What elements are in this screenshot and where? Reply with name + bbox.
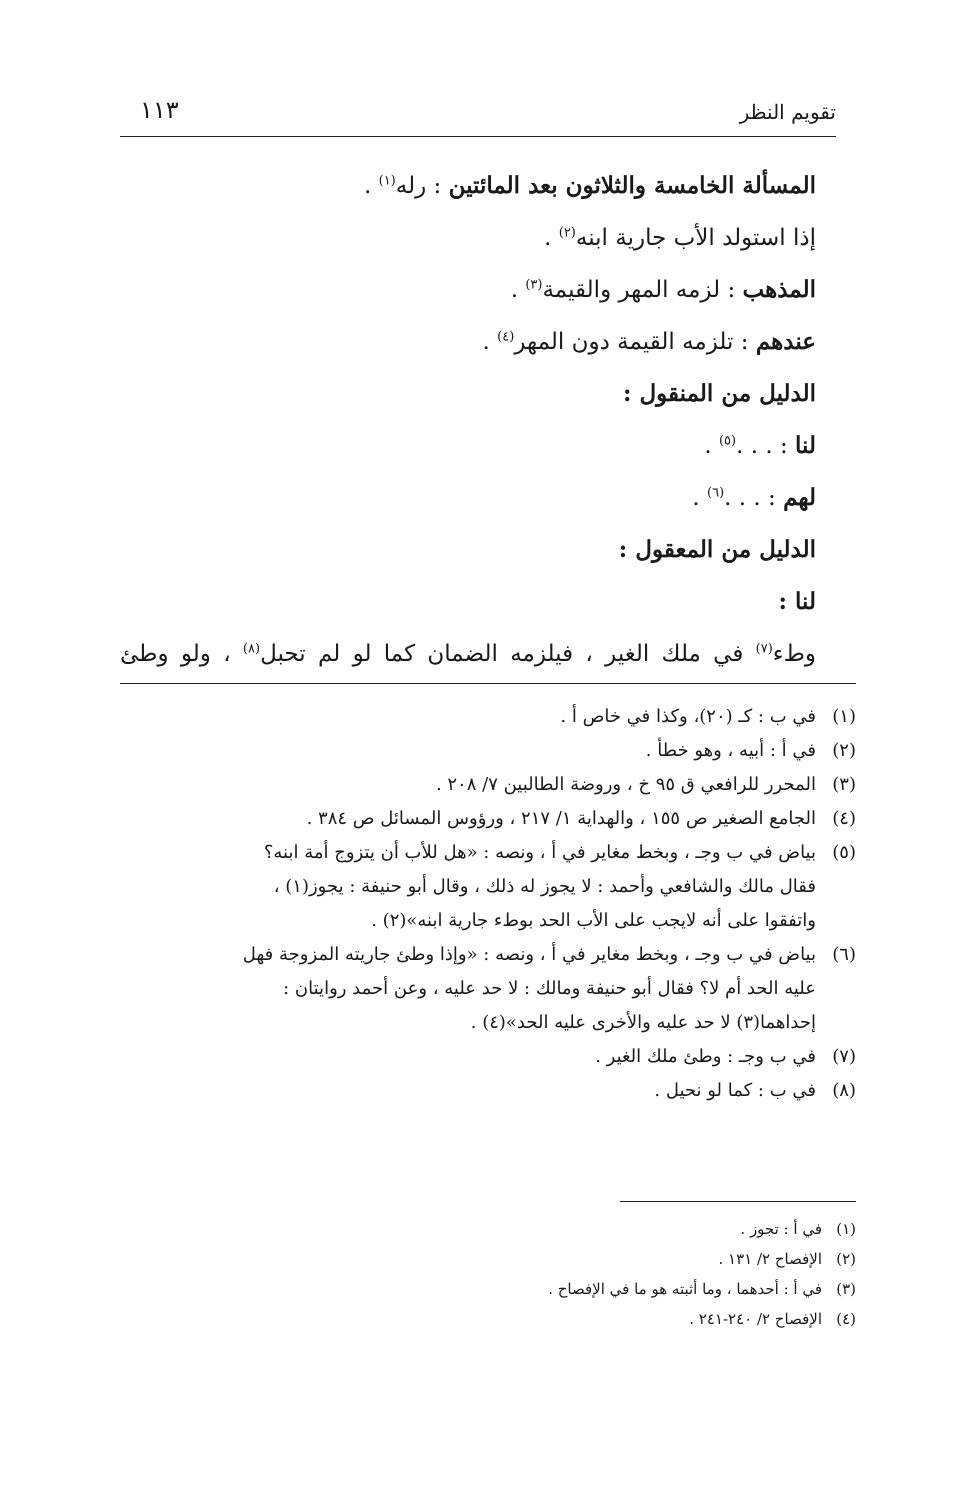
footnote-text: عليه الحد أم لا؟ فقال أبو حنيفة ومالك : لا حد عليه ، وعن أحمد روايتان : [283, 978, 816, 999]
footnote-text: في ب : كـ (٢٠)، وكذا في خاص أ . [560, 706, 816, 727]
footnote-ref: (٦) [707, 485, 725, 501]
footnote-ref: (١) [378, 173, 396, 189]
ellipsis-text: : . . . [724, 485, 776, 511]
punctuation: . [704, 433, 719, 459]
argument-line [120, 628, 816, 680]
argument-text: وطء [772, 641, 816, 667]
footnote-text: بياض في ب وجـ ، وبخط مغاير في أ ، ونصه : «هل للأب أن يتزوج أمة ابنه؟ [263, 842, 816, 863]
footnote-ref: (٣) [525, 277, 543, 293]
subnote-text: في أ : تجوز . [740, 1220, 822, 1238]
footnote-text: المحرر للرافعي ق ٩٥ خ ، وروضة الطالبين ٧/ ٢٠٨ . [435, 774, 816, 795]
subnote-number: (٣) [836, 1280, 856, 1298]
issue-code: : رله [395, 173, 442, 199]
punctuation: . [692, 485, 707, 511]
footnote-separator [120, 683, 856, 684]
argument-text: ، ولو وطئ [120, 641, 243, 667]
footnote-text: فقال مالك والشافعي وأحمد : لا يجوز له ذلك ، وقال أبو حنيفة : يجوز(١) ، [273, 876, 816, 897]
footnote [120, 768, 856, 802]
issue-title: المسألة الخامسة والثلاثون بعد المائتين [448, 172, 816, 199]
footnote [120, 1040, 856, 1074]
footnote-text: في أ : أبيه ، وهو خطأ . [645, 740, 816, 761]
opponents-text: : تلزمه القيمة دون المهر [514, 329, 749, 355]
footnote-text: بياض في ب وجـ ، وبخط مغاير في أ ، ونصه : «وإذا وطئ جاريته المزوجة فهل [242, 944, 816, 965]
subnote-text: الإفصاح ٢/ ٢٤٠-٢٤١ . [689, 1310, 822, 1328]
footnote-ref: (٨) [242, 641, 261, 657]
footnote-number: (١) [832, 706, 856, 727]
footnote-ref: (٥) [718, 433, 737, 449]
footnote-text: في ب وجـ : وطئ ملك الغير . [595, 1046, 816, 1067]
subnote [300, 1214, 856, 1244]
footnote [120, 1074, 856, 1108]
subnote-number: (٤) [836, 1310, 856, 1328]
issue-statement: إذا استولد الأب جارية ابنه [575, 225, 816, 251]
footnote-text: إحداهما(٣) لا حد عليه والأخرى عليه الحد»(٤) . [470, 1012, 816, 1033]
theirs-transmitted-line [120, 472, 816, 524]
subnote-separator [620, 1201, 856, 1202]
subnote-text: الإفصاح ٢/ ١٣١ . [718, 1250, 822, 1268]
punctuation: . [482, 329, 498, 355]
subnote [300, 1274, 856, 1304]
footnote-number: (٨) [832, 1080, 856, 1101]
footnote [120, 802, 856, 836]
ours-transmitted-line [120, 420, 816, 472]
transmitted-evidence-heading [120, 368, 816, 420]
heading-text: الدليل من المنقول : [622, 380, 816, 407]
footnote-number: (٧) [832, 1046, 856, 1067]
punctuation: . [363, 173, 379, 199]
footnote-number: (٥) [832, 842, 856, 863]
ellipsis-text: : . . . [736, 433, 788, 459]
footnote-text: واتفقوا على أنه لايجب على الأب الحد بوطء جارية ابنه»(٢) . [371, 910, 816, 931]
footnote-text: في ب : كما لو نحيل . [654, 1080, 816, 1101]
subnote [300, 1304, 856, 1334]
punctuation: . [544, 225, 559, 251]
footnote [120, 700, 856, 734]
madhhab-line [120, 264, 816, 316]
subnote-number: (١) [836, 1220, 856, 1238]
rational-evidence-heading [120, 524, 816, 576]
footnote-ref: (٢) [558, 225, 576, 241]
footnote [120, 734, 856, 768]
punctuation: . [510, 277, 526, 303]
madhhab-label: المذهب [742, 276, 816, 303]
madhhab-text: : لزمه المهر والقيمة [542, 277, 736, 303]
page-header [120, 96, 836, 137]
footnote-text: الجامع الصغير ص ١٥٥ ، والهداية ١/ ٢١٧ ، ورؤوس المسائل ص ٣٨٤ . [306, 808, 816, 829]
issue-statement-line [120, 212, 816, 264]
ours-label: لنا : [778, 588, 816, 615]
footnote [120, 938, 856, 1040]
opponents-label: عندهم [755, 328, 816, 355]
page-number: ١١٣ [140, 96, 179, 124]
running-title: تقويم النظر [739, 100, 836, 124]
sub-footnotes [300, 1214, 856, 1334]
footnote [120, 836, 856, 938]
heading-text: الدليل من المعقول : [618, 536, 816, 563]
footnote-number: (٤) [832, 808, 856, 829]
opponents-line [120, 316, 816, 368]
ours-rational-line [120, 576, 816, 628]
footnote-ref: (٤) [497, 329, 515, 345]
main-text [120, 160, 816, 680]
footnote-number: (٢) [832, 740, 856, 761]
subnote [300, 1244, 856, 1274]
ours-label: لنا [795, 432, 816, 459]
issue-title-line [120, 160, 816, 212]
footnotes [120, 700, 856, 1108]
footnote-number: (٣) [832, 774, 856, 795]
argument-text: في ملك الغير ، فيلزمه الضمان كما لو لم تحبل [260, 641, 756, 667]
subnote-number: (٢) [836, 1250, 856, 1268]
footnote-ref: (٧) [755, 641, 773, 657]
subnote-text: في أ : أحدهما ، وما أثبته هو ما في الإفصاح . [548, 1280, 822, 1298]
footnote-number: (٦) [832, 944, 856, 965]
theirs-label: لهم [783, 484, 816, 511]
